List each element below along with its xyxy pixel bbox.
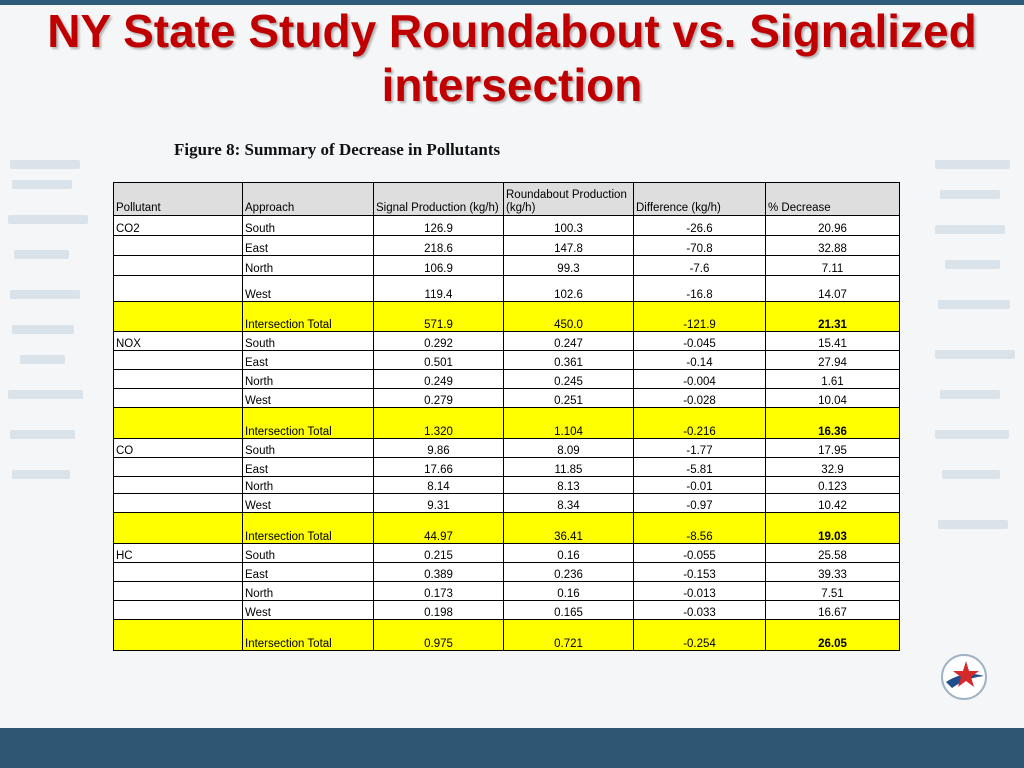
signal-production-cell: 119.4: [374, 276, 504, 302]
table-row: [114, 494, 900, 513]
approach-cell: West: [243, 389, 374, 408]
roundabout-production-cell: 0.251: [504, 389, 634, 408]
pollutant-summary-table: [113, 182, 900, 651]
table-row: [114, 276, 900, 302]
pollutant-cell: [114, 582, 243, 601]
approach-cell: South: [243, 332, 374, 351]
pollutant-cell: CO: [114, 439, 243, 458]
pollutant-cell: [114, 370, 243, 389]
header-pollutant: Pollutant: [114, 183, 243, 216]
roundabout-production-cell: 0.236: [504, 563, 634, 582]
percent-decrease-cell: 39.33: [766, 563, 900, 582]
signal-production-cell: 126.9: [374, 216, 504, 236]
percent-decrease-cell: 32.88: [766, 236, 900, 256]
signal-production-cell: 106.9: [374, 256, 504, 276]
difference-cell: -0.216: [634, 408, 766, 439]
roundabout-production-cell: 1.104: [504, 408, 634, 439]
header-signal-production: Signal Production (kg/h): [374, 183, 504, 216]
signal-production-cell: 44.97: [374, 513, 504, 544]
difference-cell: -0.033: [634, 601, 766, 620]
pollutant-cell: [114, 563, 243, 582]
signal-production-cell: 0.173: [374, 582, 504, 601]
percent-decrease-cell: 17.95: [766, 439, 900, 458]
pollutant-cell: [114, 276, 243, 302]
table-row: [114, 544, 900, 563]
percent-decrease-cell: 0.123: [766, 477, 900, 494]
signal-production-cell: 0.975: [374, 620, 504, 651]
roundabout-production-cell: 0.16: [504, 582, 634, 601]
percent-decrease-cell: 10.04: [766, 389, 900, 408]
approach-cell: Intersection Total: [243, 302, 374, 332]
signal-production-cell: 218.6: [374, 236, 504, 256]
roundabout-production-cell: 147.8: [504, 236, 634, 256]
slide-title: NY State Study Roundabout vs. Signalized intersection: [47, 5, 977, 111]
signal-production-cell: 17.66: [374, 458, 504, 477]
table-body: [114, 216, 900, 651]
difference-cell: -5.81: [634, 458, 766, 477]
percent-decrease-cell: 21.31: [766, 302, 900, 332]
signal-production-cell: 0.215: [374, 544, 504, 563]
footer-bar: [0, 728, 1024, 768]
signal-production-cell: 0.501: [374, 351, 504, 370]
approach-cell: South: [243, 544, 374, 563]
difference-cell: -121.9: [634, 302, 766, 332]
difference-cell: -70.8: [634, 236, 766, 256]
table-total-row: [114, 408, 900, 439]
pollutant-cell: [114, 302, 243, 332]
percent-decrease-cell: 16.67: [766, 601, 900, 620]
pollutant-cell: [114, 408, 243, 439]
signal-production-cell: 9.86: [374, 439, 504, 458]
table-row: [114, 582, 900, 601]
pollutant-cell: [114, 477, 243, 494]
difference-cell: -26.6: [634, 216, 766, 236]
approach-cell: East: [243, 236, 374, 256]
pollutant-cell: NOX: [114, 332, 243, 351]
pollutant-cell: [114, 601, 243, 620]
difference-cell: -0.028: [634, 389, 766, 408]
table-total-row: [114, 302, 900, 332]
pollutant-cell: [114, 236, 243, 256]
approach-cell: North: [243, 256, 374, 276]
difference-cell: -0.254: [634, 620, 766, 651]
approach-cell: North: [243, 582, 374, 601]
percent-decrease-cell: 20.96: [766, 216, 900, 236]
percent-decrease-cell: 27.94: [766, 351, 900, 370]
signal-production-cell: 9.31: [374, 494, 504, 513]
percent-decrease-cell: 7.11: [766, 256, 900, 276]
roundabout-production-cell: 0.165: [504, 601, 634, 620]
star-swoosh-logo-icon: [936, 652, 992, 702]
roundabout-production-cell: 102.6: [504, 276, 634, 302]
pollutant-cell: [114, 620, 243, 651]
percent-decrease-cell: 26.05: [766, 620, 900, 651]
approach-cell: Intersection Total: [243, 513, 374, 544]
percent-decrease-cell: 16.36: [766, 408, 900, 439]
table-row: [114, 216, 900, 236]
table-row: [114, 458, 900, 477]
difference-cell: -0.004: [634, 370, 766, 389]
table-row: [114, 601, 900, 620]
header-percent-decrease: % Decrease: [766, 183, 900, 216]
approach-cell: South: [243, 216, 374, 236]
table-row: [114, 351, 900, 370]
approach-cell: West: [243, 601, 374, 620]
header-approach: Approach: [243, 183, 374, 216]
table-row: [114, 370, 900, 389]
approach-cell: North: [243, 370, 374, 389]
percent-decrease-cell: 10.42: [766, 494, 900, 513]
approach-cell: Intersection Total: [243, 408, 374, 439]
percent-decrease-cell: 7.51: [766, 582, 900, 601]
table-row: [114, 477, 900, 494]
difference-cell: -0.153: [634, 563, 766, 582]
signal-production-cell: 0.279: [374, 389, 504, 408]
roundabout-production-cell: 0.16: [504, 544, 634, 563]
roundabout-production-cell: 11.85: [504, 458, 634, 477]
approach-cell: East: [243, 351, 374, 370]
difference-cell: -0.14: [634, 351, 766, 370]
header-difference: Difference (kg/h): [634, 183, 766, 216]
roundabout-production-cell: 8.34: [504, 494, 634, 513]
table-total-row: [114, 513, 900, 544]
percent-decrease-cell: 14.07: [766, 276, 900, 302]
difference-cell: -7.6: [634, 256, 766, 276]
pollutant-cell: [114, 256, 243, 276]
table-row: [114, 332, 900, 351]
roundabout-production-cell: 8.09: [504, 439, 634, 458]
roundabout-production-cell: 0.361: [504, 351, 634, 370]
table-row: [114, 439, 900, 458]
table-header-row: [114, 183, 900, 216]
approach-cell: West: [243, 494, 374, 513]
pollutant-cell: HC: [114, 544, 243, 563]
approach-cell: Intersection Total: [243, 620, 374, 651]
roundabout-production-cell: 100.3: [504, 216, 634, 236]
percent-decrease-cell: 1.61: [766, 370, 900, 389]
pollutant-cell: [114, 351, 243, 370]
difference-cell: -0.055: [634, 544, 766, 563]
pollutant-cell: [114, 389, 243, 408]
roundabout-production-cell: 36.41: [504, 513, 634, 544]
signal-production-cell: 571.9: [374, 302, 504, 332]
signal-production-cell: 0.249: [374, 370, 504, 389]
difference-cell: -0.045: [634, 332, 766, 351]
signal-production-cell: 0.198: [374, 601, 504, 620]
roundabout-production-cell: 0.245: [504, 370, 634, 389]
roundabout-production-cell: 8.13: [504, 477, 634, 494]
difference-cell: -1.77: [634, 439, 766, 458]
percent-decrease-cell: 15.41: [766, 332, 900, 351]
pollutant-cell: CO2: [114, 216, 243, 236]
table-row: [114, 389, 900, 408]
difference-cell: -8.56: [634, 513, 766, 544]
difference-cell: -0.013: [634, 582, 766, 601]
table-row: [114, 236, 900, 256]
roundabout-production-cell: 0.247: [504, 332, 634, 351]
table-row: [114, 563, 900, 582]
pollutant-cell: [114, 513, 243, 544]
table-total-row: [114, 620, 900, 651]
table-row: [114, 256, 900, 276]
percent-decrease-cell: 32.9: [766, 458, 900, 477]
approach-cell: West: [243, 276, 374, 302]
pollutant-cell: [114, 494, 243, 513]
percent-decrease-cell: 25.58: [766, 544, 900, 563]
signal-production-cell: 0.389: [374, 563, 504, 582]
approach-cell: East: [243, 458, 374, 477]
difference-cell: -0.97: [634, 494, 766, 513]
difference-cell: -16.8: [634, 276, 766, 302]
signal-production-cell: 8.14: [374, 477, 504, 494]
approach-cell: North: [243, 477, 374, 494]
roundabout-production-cell: 99.3: [504, 256, 634, 276]
approach-cell: South: [243, 439, 374, 458]
percent-decrease-cell: 19.03: [766, 513, 900, 544]
signal-production-cell: 0.292: [374, 332, 504, 351]
difference-cell: -0.01: [634, 477, 766, 494]
signal-production-cell: 1.320: [374, 408, 504, 439]
roundabout-production-cell: 0.721: [504, 620, 634, 651]
roundabout-production-cell: 450.0: [504, 302, 634, 332]
figure-caption: Figure 8: Summary of Decrease in Pollutants: [174, 140, 501, 159]
approach-cell: East: [243, 563, 374, 582]
header-roundabout-production: Roundabout Production (kg/h): [504, 183, 634, 216]
pollutant-cell: [114, 458, 243, 477]
